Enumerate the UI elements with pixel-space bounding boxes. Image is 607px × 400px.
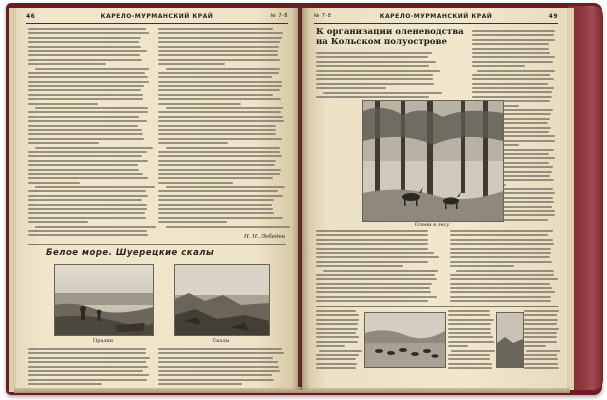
text-line xyxy=(28,111,148,113)
text-line xyxy=(448,323,491,325)
text-line xyxy=(450,287,552,289)
text-line xyxy=(450,261,552,263)
text-line xyxy=(524,367,559,369)
text-line xyxy=(158,142,228,144)
text-line xyxy=(158,173,280,175)
left-running-head xyxy=(26,13,288,23)
text-line xyxy=(456,270,554,272)
text-line xyxy=(316,341,358,343)
text-line xyxy=(316,300,428,302)
text-line xyxy=(316,367,356,369)
text-line xyxy=(158,374,272,376)
text-line xyxy=(28,133,143,135)
text-line xyxy=(28,173,143,175)
text-line xyxy=(472,56,555,58)
text-line xyxy=(316,52,432,54)
left-journal-title: КАРЕЛО-МУРМАНСКИЙ КРАЙ xyxy=(100,13,214,20)
text-line xyxy=(524,358,558,360)
right-running-head xyxy=(314,13,558,23)
text-line xyxy=(28,383,102,385)
text-line xyxy=(158,164,275,166)
text-line xyxy=(166,107,284,109)
text-line xyxy=(158,177,273,179)
text-line xyxy=(316,358,356,360)
text-line xyxy=(448,363,492,365)
text-line xyxy=(316,61,436,63)
text-line xyxy=(158,133,276,135)
photo-rocky-cliffs xyxy=(174,264,270,336)
caption-reindeer-photo: Олени в лесу xyxy=(414,222,450,228)
text-line xyxy=(158,383,242,385)
text-line xyxy=(316,243,428,245)
text-line xyxy=(158,89,280,91)
photo-shore-with-figures xyxy=(54,264,154,336)
text-line xyxy=(28,32,149,34)
right-bottom-column-2 xyxy=(448,310,494,371)
text-line xyxy=(158,116,283,118)
text-line xyxy=(448,354,490,356)
text-line xyxy=(28,28,146,30)
text-line xyxy=(158,85,282,87)
text-line xyxy=(472,65,525,67)
text-line xyxy=(451,350,496,352)
text-line xyxy=(158,125,276,127)
text-line xyxy=(524,328,559,330)
text-line xyxy=(450,230,553,232)
text-line xyxy=(35,226,156,228)
text-line xyxy=(28,195,148,197)
caption-right-photo: Скалы xyxy=(212,338,230,344)
text-line xyxy=(316,332,356,334)
text-line xyxy=(158,94,273,96)
text-line xyxy=(448,345,468,347)
left-page-number: 46 xyxy=(26,13,36,20)
text-line xyxy=(316,345,345,347)
text-line xyxy=(158,199,274,201)
text-line xyxy=(28,120,147,122)
text-line xyxy=(28,169,139,171)
text-line xyxy=(158,212,274,214)
text-line xyxy=(448,319,494,321)
text-line xyxy=(158,366,279,368)
text-line xyxy=(450,243,554,245)
text-line xyxy=(158,151,280,153)
text-line xyxy=(158,54,278,56)
text-line xyxy=(316,239,428,241)
text-line xyxy=(158,169,281,171)
text-line xyxy=(472,43,549,45)
text-line xyxy=(316,291,431,293)
text-line xyxy=(472,30,555,32)
text-line xyxy=(323,92,442,94)
text-line xyxy=(323,270,438,272)
text-line xyxy=(316,256,439,258)
left-column-1 xyxy=(28,28,150,239)
text-line xyxy=(158,182,233,184)
text-line xyxy=(319,350,362,352)
text-line xyxy=(28,41,139,43)
text-line xyxy=(28,72,145,74)
right-bottom-column-3 xyxy=(524,310,560,371)
text-line xyxy=(28,89,141,91)
text-line xyxy=(28,50,147,52)
text-line xyxy=(35,68,149,70)
text-line xyxy=(158,120,284,122)
text-line xyxy=(316,328,358,330)
text-line xyxy=(316,96,429,98)
text-line xyxy=(28,85,144,87)
text-line xyxy=(28,208,147,210)
text-line xyxy=(450,265,514,267)
right-page xyxy=(302,8,567,388)
text-line xyxy=(28,125,138,127)
text-line xyxy=(28,142,99,144)
text-line xyxy=(316,310,356,312)
text-line xyxy=(450,296,551,298)
text-line xyxy=(28,81,149,83)
text-line xyxy=(450,291,555,293)
text-line xyxy=(316,336,359,338)
text-line xyxy=(450,252,551,254)
right-page-number: 49 xyxy=(548,13,558,20)
photo-reindeer-in-forest xyxy=(362,100,504,222)
text-line xyxy=(316,314,359,316)
text-line xyxy=(316,65,429,67)
text-line xyxy=(158,103,241,105)
text-line xyxy=(166,147,280,149)
text-line xyxy=(448,358,490,360)
text-line xyxy=(448,310,490,312)
text-line xyxy=(472,74,550,76)
text-line xyxy=(316,78,433,80)
right-head-rule xyxy=(314,23,558,24)
text-line xyxy=(28,37,141,39)
text-line xyxy=(158,160,276,162)
text-line xyxy=(316,319,359,321)
text-line xyxy=(450,300,551,302)
text-line xyxy=(35,147,153,149)
right-journal-title: КАРЕЛО-МУРМАНСКИЙ КРАЙ xyxy=(379,13,493,20)
text-line xyxy=(28,221,88,223)
text-line xyxy=(158,379,274,381)
text-line xyxy=(28,348,146,350)
text-line xyxy=(158,361,278,363)
text-line xyxy=(472,52,550,54)
text-line xyxy=(448,332,491,334)
text-line xyxy=(28,151,147,153)
text-line xyxy=(158,138,282,140)
text-line xyxy=(28,199,142,201)
text-line xyxy=(158,370,280,372)
text-line xyxy=(316,261,428,263)
text-line xyxy=(316,296,437,298)
text-line xyxy=(158,81,282,83)
text-line xyxy=(28,98,143,100)
text-line xyxy=(158,37,282,39)
text-line xyxy=(158,41,280,43)
text-line xyxy=(28,379,147,381)
text-line xyxy=(472,83,548,85)
text-line xyxy=(28,361,146,363)
left-section-rule xyxy=(28,244,286,245)
text-line xyxy=(316,70,440,72)
text-line xyxy=(524,354,557,356)
text-line xyxy=(450,234,548,236)
text-line xyxy=(472,61,553,63)
text-line xyxy=(316,234,428,236)
text-line xyxy=(316,283,432,285)
text-line xyxy=(158,352,284,354)
text-line xyxy=(158,111,281,113)
right-column-1 xyxy=(316,52,440,100)
text-line xyxy=(158,32,283,34)
text-line xyxy=(524,332,557,334)
text-line xyxy=(450,239,553,241)
text-line xyxy=(28,129,142,131)
text-line xyxy=(28,59,142,61)
left-column-2 xyxy=(158,28,284,230)
text-line xyxy=(316,230,428,232)
text-line xyxy=(158,155,282,157)
photo-reindeer-herd xyxy=(364,312,446,368)
text-line xyxy=(28,177,148,179)
left-page xyxy=(16,8,298,388)
text-line xyxy=(158,357,273,359)
text-line xyxy=(28,116,139,118)
text-line xyxy=(158,129,276,131)
text-line xyxy=(524,323,557,325)
text-line xyxy=(28,138,144,140)
text-line xyxy=(158,348,282,350)
text-line xyxy=(28,94,143,96)
text-line xyxy=(158,76,272,78)
text-line xyxy=(450,278,558,280)
text-line xyxy=(28,76,148,78)
text-line xyxy=(448,341,494,343)
text-line xyxy=(158,190,278,192)
text-line xyxy=(166,68,281,70)
article-signature: Н. Н. Лебедев xyxy=(244,234,285,240)
text-line xyxy=(472,91,552,93)
photo-small-landscape xyxy=(496,312,524,368)
text-line xyxy=(35,107,148,109)
text-line xyxy=(158,28,273,30)
text-line xyxy=(448,367,492,369)
text-line xyxy=(158,195,283,197)
text-line xyxy=(524,341,557,343)
text-line xyxy=(28,204,147,206)
text-line xyxy=(524,314,557,316)
text-line xyxy=(448,314,490,316)
text-line xyxy=(524,336,557,338)
text-line xyxy=(316,265,403,267)
text-line xyxy=(316,287,430,289)
right-bottom-column-1 xyxy=(316,310,360,371)
text-line xyxy=(524,363,558,365)
text-line xyxy=(316,56,428,58)
book-gutter-shadow xyxy=(292,6,310,390)
text-line xyxy=(28,370,143,372)
text-line xyxy=(316,87,386,89)
text-line xyxy=(28,155,142,157)
text-line xyxy=(35,186,154,188)
text-line xyxy=(316,278,437,280)
left-issue-number: № 7-8 xyxy=(270,13,288,19)
text-line xyxy=(28,230,147,232)
text-line xyxy=(28,217,146,219)
text-line xyxy=(450,274,554,276)
text-line xyxy=(316,74,433,76)
text-line xyxy=(28,164,138,166)
text-line xyxy=(158,50,278,52)
text-line xyxy=(524,345,546,347)
left-head-rule xyxy=(26,23,288,24)
text-line xyxy=(472,87,554,89)
text-line xyxy=(166,226,291,228)
text-line xyxy=(28,103,98,105)
text-line xyxy=(28,160,148,162)
text-line xyxy=(28,54,140,56)
text-line xyxy=(158,208,273,210)
text-line xyxy=(316,83,434,85)
left-bottom-column-2 xyxy=(158,348,284,388)
text-line xyxy=(28,357,150,359)
text-line xyxy=(158,217,283,219)
text-line xyxy=(158,72,279,74)
text-line xyxy=(526,350,560,352)
text-line xyxy=(472,78,554,80)
text-line xyxy=(316,354,359,356)
caption-left-photo: Пралки xyxy=(92,338,114,344)
text-line xyxy=(28,63,106,65)
page-edges-right xyxy=(566,8,574,390)
right-column-4 xyxy=(450,230,558,305)
text-line xyxy=(166,186,285,188)
article-headline: К организации оленеводства на Кольском полуострове xyxy=(316,27,464,47)
text-line xyxy=(472,34,554,36)
text-line xyxy=(450,256,550,258)
text-line xyxy=(28,366,148,368)
text-line xyxy=(524,310,559,312)
right-column-3 xyxy=(316,230,440,305)
text-line xyxy=(158,204,272,206)
text-line xyxy=(477,70,555,72)
text-line xyxy=(28,182,80,184)
text-line xyxy=(158,46,279,48)
text-line xyxy=(450,283,550,285)
text-line xyxy=(316,248,428,250)
text-line xyxy=(158,221,227,223)
photo-section-banner: Белое море. Шуерецкие скалы xyxy=(46,248,215,258)
text-line xyxy=(448,328,491,330)
text-line xyxy=(472,96,552,98)
text-line xyxy=(158,63,225,65)
text-line xyxy=(450,248,551,250)
left-bottom-column-1 xyxy=(28,348,150,388)
text-line xyxy=(28,374,149,376)
text-line xyxy=(28,190,146,192)
text-line xyxy=(28,352,146,354)
text-line xyxy=(158,59,280,61)
text-line xyxy=(316,252,434,254)
right-issue-number: № 7-8 xyxy=(314,13,332,19)
text-line xyxy=(316,363,357,365)
text-line xyxy=(524,319,558,321)
text-line xyxy=(472,39,555,41)
text-line xyxy=(448,336,493,338)
text-line xyxy=(472,48,549,50)
text-line xyxy=(316,274,435,276)
right-section-rule xyxy=(316,306,558,307)
text-line xyxy=(28,46,141,48)
text-line xyxy=(316,323,358,325)
text-line xyxy=(158,98,281,100)
text-line xyxy=(28,212,145,214)
text-line xyxy=(28,234,148,236)
